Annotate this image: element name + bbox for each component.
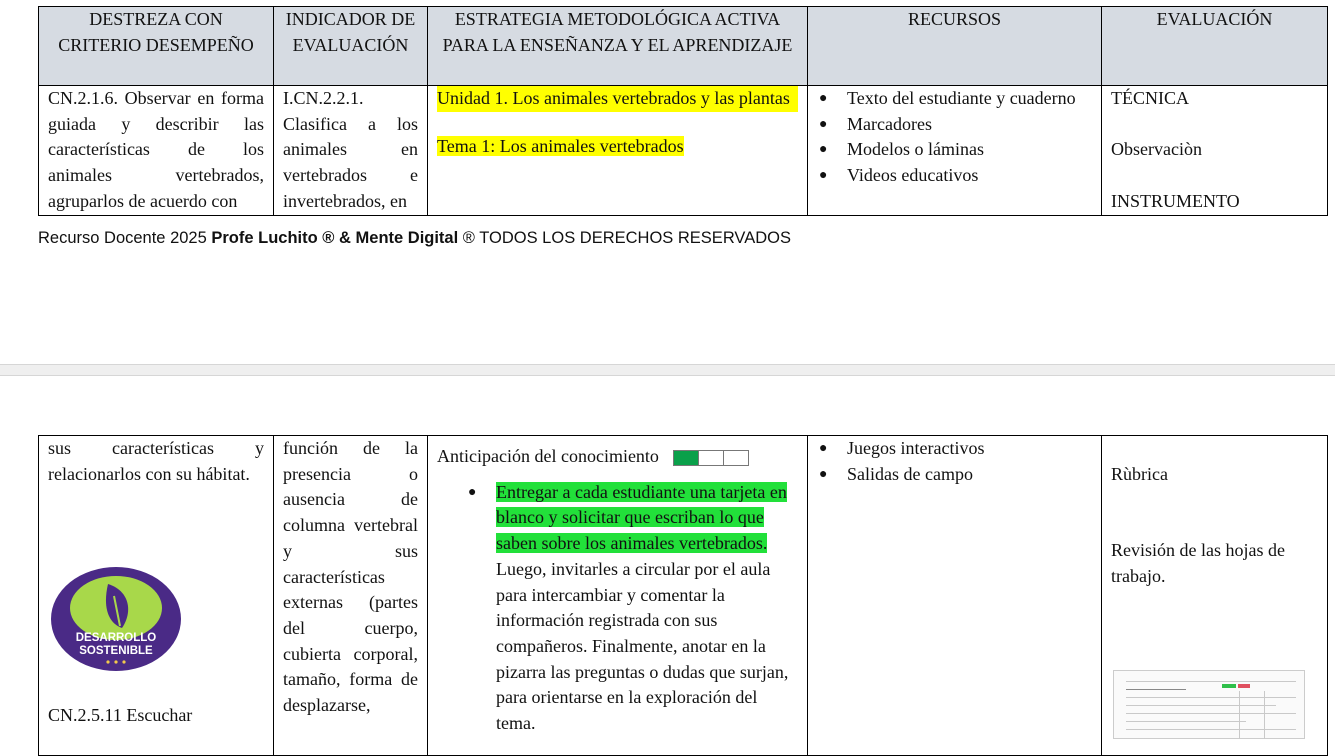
anticipacion-row [437, 444, 798, 470]
header-estrategia: ESTRATEGIA METODOLÓGICA ACTIVA PARA LA ENSEÑANZA Y EL APRENDIZAJE [428, 7, 808, 86]
recursos-cell [808, 436, 1102, 756]
tema-title: Tema 1: Los animales vertebrados [437, 135, 684, 156]
badge-label-1: DESARROLLO [75, 632, 157, 644]
list-item: ● Juegos interactivos [847, 436, 1092, 462]
estrategia-cell [428, 86, 808, 216]
planning-table-page-1 [38, 6, 1328, 216]
activity-highlight: Entregar a cada estudiante una tarjeta en blanco y solicitar que escriban lo que saben sobre los animales vertebrados. [496, 481, 787, 554]
page-separator [0, 364, 1335, 376]
activity-rest: Luego, invitarles a circular por el aula para intercambiar y comentar la información registrada con sus compañeros. Finalmente, anotar en la pizarra las preguntas o dudas que surjan, para orientarse en la exploración del tema. [496, 558, 789, 734]
list-item [496, 480, 798, 737]
destreza-text: sus características y relacionarlos con su hábitat. [48, 438, 264, 484]
activity-list [437, 480, 798, 737]
page-footer [38, 229, 791, 248]
eval-revision: Revisión de las hojas de trabajo. [1111, 540, 1285, 587]
footer-brand: Profe Luchito ® & Mente Digital [211, 229, 459, 247]
document-page-1 [0, 0, 1335, 364]
header-destreza: DESTREZA CON CRITERIO DESEMPEÑO [39, 7, 274, 86]
eval-rubrica: Rùbrica [1111, 463, 1168, 484]
indicador-text: función de la presencia o ausencia de columna vertebral y sus características externas (partes del cuerpo, cubierta corporal, tamaño, forma de desplazarse, [283, 438, 418, 716]
footer-suffix: ® TODOS LOS DERECHOS RESERVADOS [458, 229, 791, 247]
table-header-row [39, 7, 1328, 86]
header-indicador: INDICADOR DE EVALUACIÓN [274, 7, 428, 86]
recursos-list [817, 436, 1092, 487]
eval-instrumento: INSTRUMENTO [1111, 190, 1240, 211]
recursos-cell [808, 86, 1102, 216]
anticipacion-label: Anticipación del conocimiento [437, 446, 659, 466]
progress-divider [723, 451, 724, 465]
anticipacion-progress-bar [673, 450, 749, 466]
evaluacion-cell [1102, 86, 1328, 216]
eval-tecnica: TÉCNICA [1111, 88, 1189, 108]
eval-observacion: Observaciòn [1111, 139, 1202, 160]
header-evaluacion: EVALUACIÓN [1102, 7, 1328, 86]
list-item: ● Salidas de campo [847, 462, 1092, 488]
indicador-cell [274, 86, 428, 216]
indicador-cell [274, 436, 428, 756]
desarrollo-sostenible-badge [50, 566, 182, 672]
estrategia-cell [428, 436, 808, 756]
indicador-text: I.CN.2.2.1. Clasifica a los animales en vertebrados e invertebrados, en [283, 88, 418, 211]
unidad-title: Unidad 1. Los animales vertebrados y las plantas [437, 86, 798, 112]
destreza-cell [39, 86, 274, 216]
worksheet-thumbnail [1113, 670, 1305, 739]
progress-fill [674, 451, 698, 465]
progress-divider [698, 451, 699, 465]
list-item: ● Texto del estudiante y cuaderno [847, 86, 1092, 112]
destreza-text: CN.2.1.6. Observar en forma guiada y describir las características de los animales vertebrados, agruparlos de acuerdo con [48, 88, 264, 211]
footer-prefix: Recurso Docente 2025 [38, 229, 212, 247]
list-item: ● Videos educativos [847, 163, 1092, 189]
list-item: ● Marcadores [847, 112, 1092, 138]
header-recursos: RECURSOS [808, 7, 1102, 86]
badge-label-2: SOSTENIBLE [79, 645, 153, 657]
list-item: ● Modelos o láminas [847, 137, 1092, 163]
table-row [39, 86, 1328, 216]
destreza-next: CN.2.5.11 Escuchar [48, 705, 193, 726]
recursos-list [817, 86, 1092, 189]
